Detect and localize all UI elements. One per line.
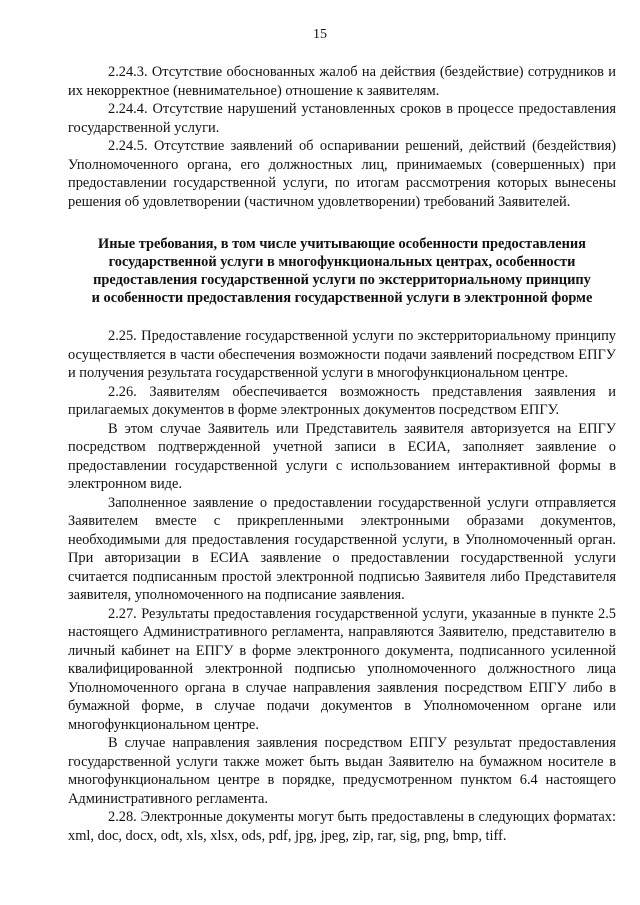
paragraph-paper-result: В случае направления заявления посредством ЕПГУ результат предоставления государственной услуги также может быть выдан Заявителю на бумажном носителе в многофункциональном центре в порядке, предусмотренном пунктом 6.4 настоящего Административного регламента. — [68, 735, 616, 807]
document-body — [68, 63, 616, 845]
paragraph-2-26: 2.26. Заявителям обеспечивается возможность представления заявления и прилагаемых документов в форме электронных документов посредством ЕПГУ. — [68, 383, 616, 418]
heading-line: и особенности предоставления государственной услуги в электронной форме — [91, 290, 593, 306]
paragraph-2-24-3: 2.24.3. Отсутствие обоснованных жалоб на действия (бездействие) сотрудников и их некорректное (невнимательное) отношение к заявителям. — [68, 64, 616, 99]
paragraph-2-27: 2.27. Результаты предоставления государственной услуги, указанные в пункте 2.5 настоящего Административного регламента, направляются Заявителю, представителю в личный кабинет на ЕПГУ в форме электронного документа, подписанного усиленной квалифицированной электронной подписью уполномоченного должностного лица Уполномоченного органа в случае направления заявления посредством ЕПГУ либо в бумажной форме, в случае подачи документов в Уполномоченном органе или многофункциональном центре. — [68, 605, 616, 733]
paragraph-2-28: 2.28. Электронные документы могут быть предоставлены в следующих форматах: xml, doc, docx, odt, xls, xlsx, ods, pdf, jpg, jpeg, zip, rar, sig, png, bmp, tiff. — [68, 809, 616, 844]
paragraph-authorization: В этом случае Заявитель или Представитель заявителя авторизуется на ЕПГУ посредством подтвержденной учетной записи в ЕСИА, заполняет заявление о предоставлении государственной услуги с использованием интерактивной формы в электронном виде. — [68, 420, 616, 492]
paragraph-2-24-4: 2.24.4. Отсутствие нарушений установленных сроков в процессе предоставления государственной услуги. — [68, 101, 616, 136]
heading-line: предоставления государственной услуги по экстерриториальному принципу — [93, 272, 591, 288]
section-heading — [68, 235, 616, 307]
paragraph-2-25: 2.25. Предоставление государственной услуги по экстерриториальному принципу осуществляется в части обеспечения возможности подачи заявлений посредством ЕПГУ и получения результата государственной услуги в многофункциональном центре. — [68, 328, 616, 381]
page-number: 15 — [313, 27, 327, 42]
paragraph-filled-application: Заполненное заявление о предоставлении государственной услуги отправляется Заявителем вместе с прикрепленными электронными образами документов, необходимыми для предоставления государственной услуги, в Уполномоченный орган. При авторизации в ЕСИА заявление о предоставлении государственной услуги считается подписанным простой электронной подписью Заявителя либо Представителя заявителя, уполномоченного на подписание заявления. — [68, 494, 616, 603]
heading-line: Иные требования, в том числе учитывающие особенности предоставления — [98, 236, 586, 252]
heading-line: государственной услуги в многофункциональных центрах, особенности — [108, 254, 576, 270]
paragraph-2-24-5: 2.24.5. Отсутствие заявлений об оспаривании решений, действий (бездействия) Уполномоченного органа, его должностных лиц, принимаемых (совершенных) при предоставлении государственной услуги, по итогам рассмотрения которых вынесены решения об удовлетворении (частичном удовлетворении) требований Заявителей. — [68, 138, 616, 210]
